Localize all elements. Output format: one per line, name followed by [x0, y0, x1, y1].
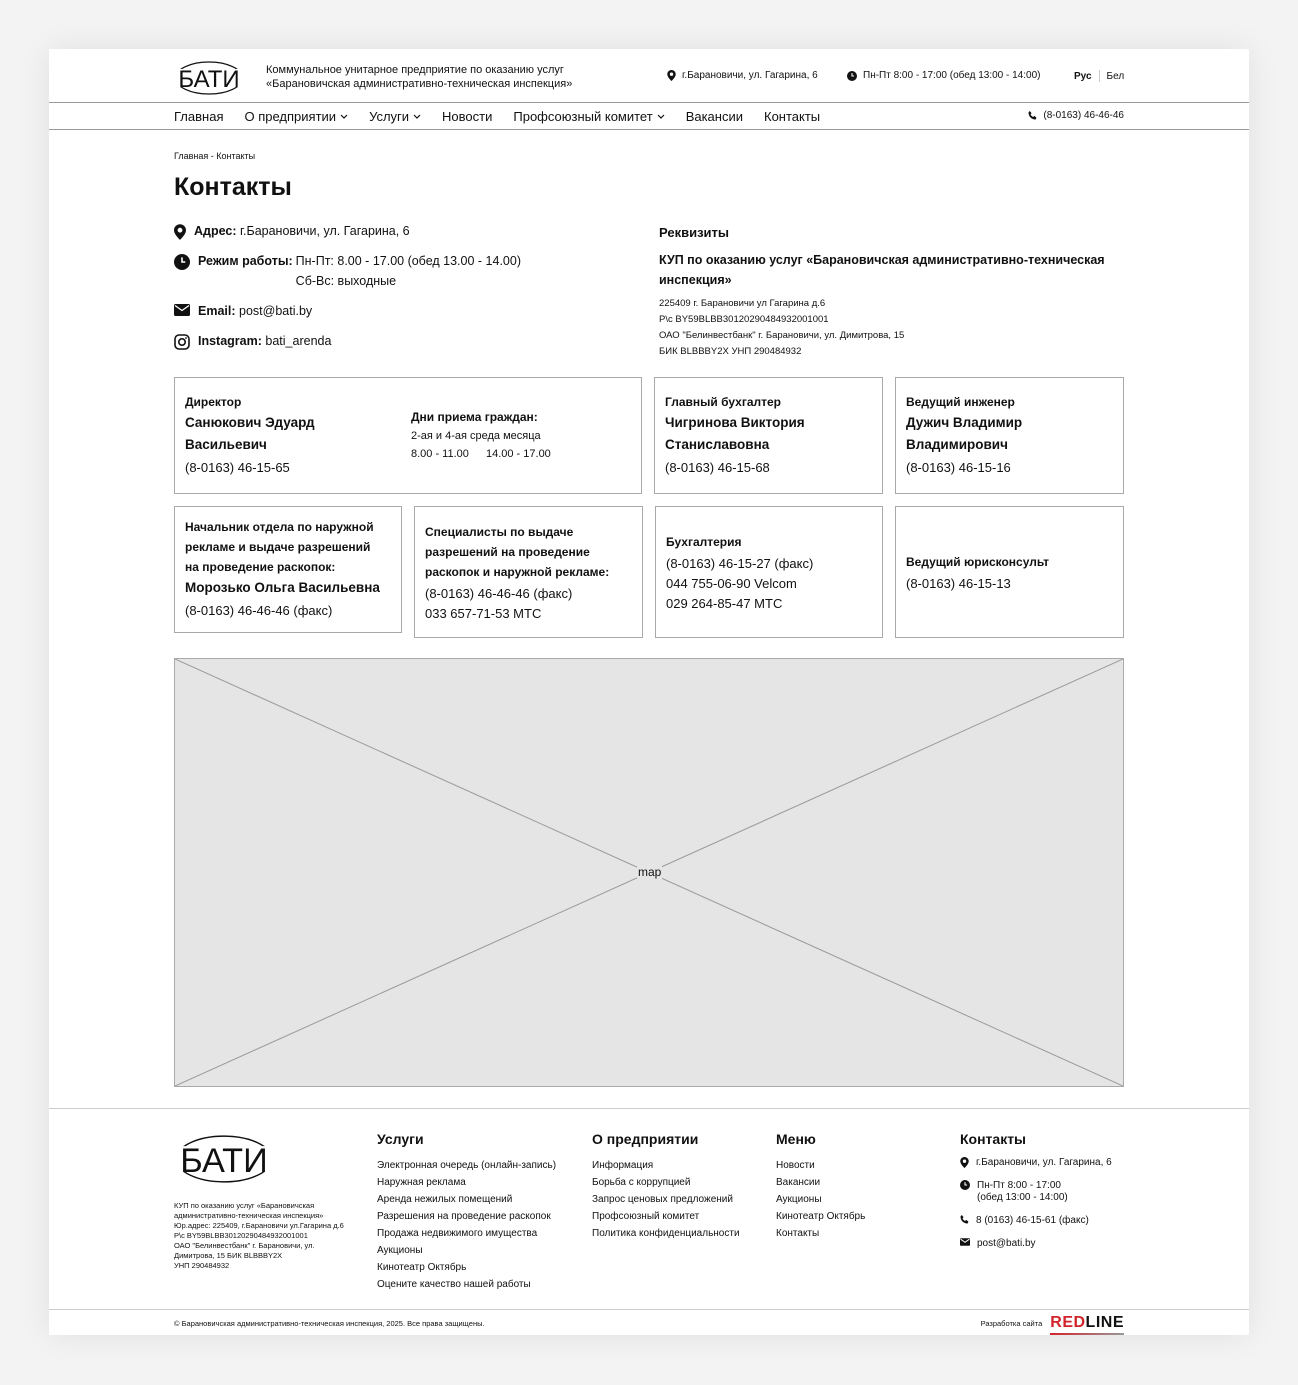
card-chief-accountant — [654, 377, 883, 494]
footer-about — [174, 1201, 364, 1271]
contact-address — [174, 224, 410, 240]
card-title: раскопок и наружной рекламе: — [425, 565, 610, 579]
card-phone[interactable]: (8-0163) 46-46-46 (факс) — [185, 603, 333, 618]
card-title: Главный бухгалтер — [665, 395, 782, 409]
footer-link[interactable]: Контакты — [776, 1228, 820, 1239]
copyright: © Барановичская административно-техническая инспекция, 2025. Все права защищены. — [174, 1319, 485, 1328]
footer-column-title: О предприятии — [592, 1131, 699, 1147]
clock-icon — [847, 71, 857, 81]
card-title: Бухгалтерия — [666, 535, 742, 549]
email-value[interactable]: post@bati.by — [239, 304, 313, 318]
requisites-line: БИК BLBBBY2X УНП 290484932 — [659, 346, 802, 357]
svg-text:БАТИ: БАТИ — [178, 66, 240, 93]
envelope-icon — [960, 1238, 970, 1246]
developer-label: Разработка сайта — [980, 1318, 1043, 1328]
nav-item-label: Вакансии — [685, 108, 743, 124]
card-name: Васильевич — [185, 437, 267, 452]
contact-hours — [174, 254, 521, 291]
requisites-line: Р\с BY59BLBB30120290484932001001 — [659, 314, 829, 325]
footer-link[interactable]: Продажа недвижимого имущества — [377, 1228, 538, 1239]
footer-services — [377, 1131, 556, 1293]
card-accounting — [655, 506, 883, 638]
footer-address-text: г.Барановичи, ул. Гагарина, 6 — [976, 1157, 1112, 1168]
footer-column-title: Услуги — [377, 1131, 424, 1147]
header-hours-text: Пн-Пт 8:00 - 17:00 (обед 13:00 - 14:00) — [863, 70, 1041, 81]
language-switcher — [1074, 70, 1124, 82]
header-address-text: г.Барановичи, ул. Гагарина, 6 — [682, 70, 818, 81]
card-title: рекламе и выдаче разрешений — [185, 540, 371, 554]
card-lawyer — [895, 506, 1124, 638]
footer-about-line: ОАО "Белинвестбанк" г. Барановичи, ул. — [174, 1241, 315, 1250]
chevron-down-icon — [413, 114, 421, 119]
chevron-down-icon — [340, 114, 348, 119]
location-pin-icon — [174, 224, 186, 240]
header-address — [667, 70, 818, 81]
page-title: Контакты — [174, 173, 292, 201]
footer-about-line: Юр.адрес: 225409, г.Барановичи ул.Гагарина д.6 — [174, 1221, 344, 1230]
instagram-icon — [174, 334, 190, 350]
card-title: Ведущий юрисконсульт — [906, 555, 1050, 569]
footer-link[interactable]: Новости — [776, 1160, 815, 1171]
footer-email[interactable] — [960, 1238, 1112, 1250]
footer-about-line: КУП по оказанию услуг «Барановичская — [174, 1201, 315, 1210]
card-phone[interactable]: (8-0163) 46-46-46 (факс) — [425, 586, 573, 601]
card-title: разрешений на проведение — [425, 545, 590, 559]
footer-logo[interactable] — [174, 1133, 274, 1185]
footer-link[interactable]: Профсоюзный комитет — [592, 1211, 700, 1222]
footer-column-title: Контакты — [960, 1131, 1027, 1147]
footer-hours-line: (обед 13:00 - 14:00) — [977, 1192, 1068, 1203]
footer-phone-text: 8 (0163) 46-15-61 (факс) — [976, 1215, 1089, 1226]
footer — [49, 1108, 1249, 1335]
card-phone[interactable]: (8-0163) 46-15-65 — [185, 460, 290, 475]
requisites-line: ОАО "Белинвестбанк" г. Барановичи, ул. Димитрова, 15 — [659, 330, 905, 341]
card-name: Станиславовна — [665, 437, 770, 452]
reception-time: 14.00 - 17.00 — [485, 448, 551, 460]
location-pin-icon — [667, 70, 676, 81]
card-phone[interactable]: 033 657-71-53 МТС — [425, 606, 542, 621]
card-lead-engineer — [895, 377, 1124, 494]
nav-item-news[interactable] — [442, 109, 492, 124]
nav-item-services[interactable] — [369, 109, 421, 124]
requisites-line: 225409 г. Барановичи ул Гагарина д.6 — [659, 298, 826, 309]
requisites-name: КУП по оказанию услуг «Барановичская административно-техническая инспекция» — [659, 253, 1105, 287]
card-phone[interactable]: 044 755-06-90 Velcom — [666, 576, 797, 591]
card-ad-department-head — [174, 506, 402, 633]
hours-weekdays: Пн-Пт: 8.00 - 17.00 (обед 13.00 - 14.00) — [295, 254, 521, 268]
clock-icon — [174, 254, 190, 270]
footer-link[interactable]: Вакансии — [776, 1177, 821, 1188]
nav-item-vacancies[interactable] — [686, 109, 743, 124]
nav-item-label: Профсоюзный комитет — [513, 108, 653, 124]
address-value: г.Барановичи, ул. Гагарина, 6 — [239, 224, 410, 238]
envelope-icon — [174, 304, 190, 316]
footer-link[interactable]: Аукционы — [776, 1194, 822, 1205]
address-label: Адрес: — [194, 224, 237, 238]
nav-item-contacts[interactable] — [764, 109, 820, 124]
instagram-label: Instagram: — [198, 334, 262, 348]
card-name: Владимирович — [906, 437, 1008, 452]
contact-instagram — [174, 334, 331, 350]
clock-icon — [960, 1180, 970, 1190]
footer-email-text: post@bati.by — [977, 1238, 1036, 1249]
map-label: map — [638, 865, 662, 879]
phone-icon — [960, 1215, 969, 1224]
nav-item-union[interactable] — [513, 109, 664, 124]
contact-email — [174, 304, 312, 318]
phone-icon — [1028, 111, 1037, 120]
footer-phone[interactable] — [960, 1215, 1112, 1227]
footer-link[interactable]: Наружная реклама — [377, 1177, 466, 1188]
top-bar — [49, 49, 1249, 102]
card-title: Директор — [185, 395, 242, 409]
developer-credit — [981, 1314, 1124, 1332]
redline-logo-red: RED — [1050, 1314, 1086, 1331]
map-placeholder[interactable] — [174, 658, 1124, 1087]
card-title: на проведение раскопок: — [185, 560, 336, 574]
footer-link[interactable]: Борьба с коррупцией — [592, 1177, 691, 1188]
reception-days: 2-ая и 4-ая среда месяца — [411, 430, 541, 442]
footer-about-line: УНП 290484932 — [174, 1261, 230, 1270]
redline-logo-rest: LINE — [1085, 1314, 1124, 1331]
footer-link[interactable]: Политика конфиденциальности — [592, 1228, 740, 1239]
nav-item-label: О предприятии — [244, 108, 337, 124]
reception-title: Дни приема граждан: — [411, 410, 538, 424]
footer-bottom-bar — [49, 1309, 1249, 1336]
card-specialists — [414, 506, 643, 638]
footer-about-line: Р\с BY59BLBB30120290484932001001 — [174, 1231, 308, 1240]
footer-hours — [960, 1180, 1112, 1204]
chevron-down-icon — [657, 114, 665, 119]
requisites — [659, 225, 1129, 360]
footer-about-line: административно-техническая инспекция» — [174, 1211, 324, 1220]
footer-link[interactable]: Аренда нежилых помещений — [377, 1194, 513, 1205]
card-phone[interactable]: (8-0163) 46-15-13 — [906, 576, 1011, 591]
email-label: Email: — [198, 304, 236, 318]
svg-text:БАТИ: БАТИ — [180, 1141, 268, 1180]
card-title: Специалисты по выдаче — [425, 525, 574, 539]
footer-column-title: Меню — [776, 1131, 816, 1147]
hours-weekend: Сб-Вс: выходные — [295, 274, 397, 288]
footer-link[interactable]: Запрос ценовых предложений — [592, 1194, 733, 1205]
footer-about-line: Димитрова, 15 БИК BLBBBY2X — [174, 1251, 283, 1260]
lang-divider — [1099, 70, 1100, 82]
footer-link[interactable]: Кинотеатр Октябрь — [776, 1211, 866, 1222]
footer-link[interactable]: Оцените качество нашей работы — [377, 1279, 531, 1290]
reception-time: 8.00 - 11.00 — [411, 448, 469, 460]
card-phone[interactable]: 029 264-85-47 МТС — [666, 596, 783, 611]
card-name: Чигринова Виктория — [665, 415, 805, 430]
footer-link[interactable]: Аукционы — [377, 1245, 423, 1256]
card-title: Ведущий инженер — [906, 395, 1015, 409]
footer-link[interactable]: Разрешения на проведение раскопок — [377, 1211, 551, 1222]
org-line-2: «Барановичская административно-техническая инспекция» — [266, 78, 573, 90]
nav-item-about[interactable] — [244, 109, 348, 124]
footer-link[interactable]: Кинотеатр Октябрь — [377, 1262, 467, 1273]
card-phone[interactable]: (8-0163) 46-15-16 — [906, 460, 1011, 475]
instagram-value[interactable]: bati_arenda — [265, 334, 332, 348]
card-phone[interactable]: (8-0163) 46-15-27 (факс) — [666, 556, 814, 571]
nav-item-label: Контакты — [764, 108, 821, 124]
card-name: Санюкович Эдуард — [185, 415, 315, 430]
nav-item-label: Новости — [442, 108, 493, 124]
nav-phone-text: (8-0163) 46-46-46 — [1043, 110, 1124, 121]
nav-item-label: Услуги — [369, 108, 410, 124]
card-name: Морозько Ольга Васильевна — [185, 580, 380, 595]
card-name: Дужич Владимир — [906, 415, 1023, 430]
footer-link[interactable]: Электронная очередь (онлайн-запись) — [377, 1160, 557, 1171]
nav-item-home[interactable] — [174, 109, 223, 124]
header-hours — [847, 70, 1040, 81]
bati-logo[interactable] — [174, 60, 244, 96]
page — [49, 49, 1249, 1335]
location-pin-icon — [960, 1157, 969, 1168]
card-phone[interactable]: (8-0163) 46-15-68 — [665, 460, 770, 475]
hours-label: Режим работы: — [198, 254, 293, 268]
card-director — [174, 377, 642, 494]
requisites-title: Реквизиты — [659, 225, 729, 240]
org-name — [266, 63, 572, 91]
card-title: Начальник отдела по наружной — [185, 520, 374, 534]
org-line-1: Коммунальное унитарное предприятие по оказанию услуг — [266, 64, 564, 76]
main-navigation — [49, 102, 1249, 130]
footer-link[interactable]: Информация — [592, 1160, 654, 1171]
footer-address — [960, 1157, 1112, 1169]
footer-contacts — [960, 1131, 1112, 1261]
footer-company — [592, 1131, 740, 1242]
nav-item-label: Главная — [174, 108, 224, 124]
footer-menu — [776, 1131, 865, 1242]
breadcrumb[interactable]: Главная - Контакты — [174, 151, 256, 161]
redline-logo[interactable] — [1050, 1314, 1124, 1332]
nav-phone[interactable] — [1028, 110, 1124, 121]
lang-by[interactable]: Бел — [1106, 70, 1125, 82]
lang-ru[interactable]: Рус — [1074, 70, 1092, 82]
footer-hours-line: Пн-Пт 8:00 - 17:00 — [977, 1180, 1061, 1191]
